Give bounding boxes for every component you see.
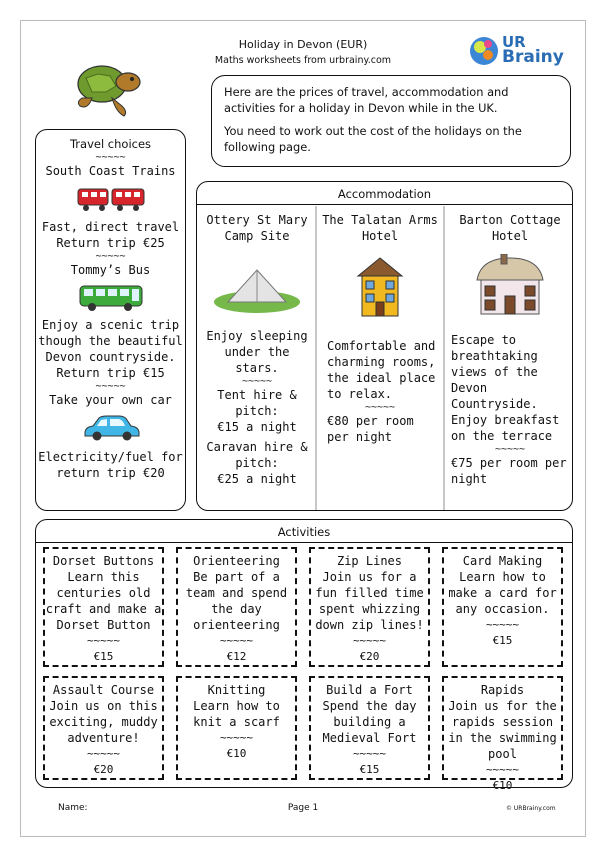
travel-bus-desc: Enjoy a scenic trip though the beautiful Devon countryside. bbox=[38, 318, 183, 364]
travel-separator: ~~~~~ bbox=[95, 251, 126, 262]
accommodation-box bbox=[196, 181, 573, 511]
activity-name: Build a Fort bbox=[326, 683, 413, 697]
activity-name: Orienteering bbox=[193, 554, 280, 568]
talatan-arms-column bbox=[321, 206, 439, 445]
travel-choices-box bbox=[35, 129, 186, 511]
activity-name: Assault Course bbox=[52, 683, 155, 697]
barton-cottage-column bbox=[449, 206, 571, 487]
urbrainy-logo bbox=[466, 33, 566, 69]
activity-separator: ~~~~~ bbox=[352, 634, 387, 647]
travel-car-name: Take your own car bbox=[49, 393, 172, 407]
activity-price: €10 bbox=[226, 747, 247, 760]
talatan-arms-price: €80 per room per night bbox=[327, 414, 414, 444]
camp-site-name: Ottery St Mary Camp Site bbox=[206, 213, 308, 243]
column-divider bbox=[315, 206, 317, 510]
activity-desc: Spend the day building a Medieval Fort bbox=[322, 699, 417, 745]
activity-price: €12 bbox=[226, 650, 247, 663]
talatan-separator: ~~~~~ bbox=[364, 402, 396, 413]
activity-card-orienteering bbox=[176, 547, 297, 667]
travel-separator: ~~~~~ bbox=[95, 152, 126, 163]
logo-ur-text: UR bbox=[502, 33, 526, 51]
activity-separator: ~~~~~ bbox=[219, 634, 254, 647]
accommodation-title: Accommodation bbox=[337, 187, 432, 201]
travel-bus-price: Return trip €15 bbox=[56, 366, 165, 380]
activities-divider bbox=[36, 542, 572, 543]
hotel-building-icon bbox=[354, 254, 406, 318]
copyright-text: © URBrainy.com bbox=[506, 805, 556, 812]
train-icon bbox=[76, 185, 146, 213]
activity-desc: Learn how to make a card for any occasion. bbox=[448, 570, 557, 616]
page-title: Holiday in Devon (EUR) bbox=[238, 38, 368, 51]
travel-bus-name: Tommy’s Bus bbox=[70, 263, 151, 277]
activity-card-zip-lines bbox=[309, 547, 430, 667]
activity-desc: Learn this centuries old craft and make a Dorset Button bbox=[45, 570, 162, 632]
travel-car-desc: Electricity/fuel for return trip €20 bbox=[38, 450, 183, 480]
barton-cottage-price: €75 per room per night bbox=[451, 456, 567, 486]
column-divider bbox=[443, 206, 445, 510]
travel-train-desc: Fast, direct travel bbox=[41, 220, 180, 234]
tent-hire-price: €15 a night bbox=[217, 420, 297, 434]
barton-cottage-desc: Escape to breathtaking views of the Devon Countryside. Enjoy breakfast on the terrace bbox=[451, 333, 560, 443]
barton-cottage-name: Barton Cottage Hotel bbox=[459, 213, 561, 243]
intro-speech-bubble bbox=[211, 75, 571, 167]
tent-hire-label: Tent hire & pitch: bbox=[217, 388, 297, 418]
activity-desc: Be part of a team and spend the day orienteering bbox=[185, 570, 288, 632]
talatan-arms-name: The Talatan Arms Hotel bbox=[322, 213, 438, 243]
activity-price: €15 bbox=[359, 763, 380, 776]
talatan-arms-desc: Comfortable and charming rooms, the ideal place to relax. bbox=[327, 339, 436, 401]
activities-box bbox=[35, 519, 573, 792]
activity-desc: Learn how to knit a scarf bbox=[193, 699, 280, 729]
page-number: Page 1 bbox=[287, 803, 319, 813]
activity-separator: ~~~~~ bbox=[352, 747, 387, 760]
cottage-icon bbox=[475, 254, 545, 316]
travel-separator: ~~~~~ bbox=[95, 381, 126, 392]
bus-icon bbox=[78, 283, 144, 313]
activity-card-rapids bbox=[442, 676, 563, 792]
activity-separator: ~~~~~ bbox=[86, 747, 121, 760]
intro-paragraph-2: You need to work out the cost of the holidays on the following page. bbox=[224, 124, 522, 154]
name-label: Name: bbox=[58, 803, 88, 813]
activity-desc: Join us on this exciting, muddy adventure! bbox=[49, 699, 158, 745]
activity-name: Knitting bbox=[207, 683, 266, 697]
activity-card-card-making bbox=[442, 547, 563, 667]
activity-card-assault-course bbox=[43, 676, 164, 780]
logo-brainy-text: Brainy bbox=[502, 47, 564, 67]
activity-card-build-a-fort bbox=[309, 676, 430, 780]
activity-desc: Join us for a fun filled time spent whizzing down zip lines! bbox=[315, 570, 424, 632]
activity-price: €10 bbox=[492, 779, 513, 792]
activity-price: €15 bbox=[93, 650, 114, 663]
travel-train-name: South Coast Trains bbox=[45, 164, 176, 178]
activity-name: Zip Lines bbox=[336, 554, 403, 568]
tent-icon bbox=[212, 264, 302, 314]
activity-price: €15 bbox=[492, 634, 513, 647]
camp-site-desc: Enjoy sleeping under the stars. bbox=[206, 329, 308, 375]
activity-name: Card Making bbox=[462, 554, 543, 568]
activity-desc: Join us for the rapids session in the swimming pool bbox=[448, 699, 557, 761]
activity-card-dorset-buttons bbox=[43, 547, 164, 667]
page-subtitle: Maths worksheets from urbrainy.com bbox=[214, 55, 392, 66]
turtle-illustration bbox=[72, 62, 152, 124]
car-icon bbox=[81, 413, 141, 443]
activity-card-knitting bbox=[176, 676, 297, 780]
activity-separator: ~~~~~ bbox=[485, 618, 520, 631]
barton-separator: ~~~~~ bbox=[494, 444, 526, 455]
activity-name: Rapids bbox=[480, 683, 525, 697]
activities-title: Activities bbox=[277, 525, 331, 539]
intro-paragraph-1: Here are the prices of travel, accommodation and activities for a holiday in Devon while in the UK. bbox=[224, 85, 509, 115]
activity-separator: ~~~~~ bbox=[86, 634, 121, 647]
caravan-hire-price: €25 a night bbox=[217, 472, 297, 486]
camp-site-column bbox=[201, 206, 313, 487]
activity-separator: ~~~~~ bbox=[219, 731, 254, 744]
accommodation-divider bbox=[197, 204, 572, 205]
activity-separator: ~~~~~ bbox=[485, 763, 520, 776]
activity-price: €20 bbox=[359, 650, 380, 663]
camp-separator: ~~~~~ bbox=[241, 376, 273, 387]
activity-name: Dorset Buttons bbox=[52, 554, 155, 568]
travel-title: Travel choices bbox=[69, 137, 152, 151]
caravan-hire-label: Caravan hire & pitch: bbox=[206, 440, 308, 470]
travel-train-price: Return trip €25 bbox=[56, 236, 165, 250]
activity-price: €20 bbox=[93, 763, 114, 776]
